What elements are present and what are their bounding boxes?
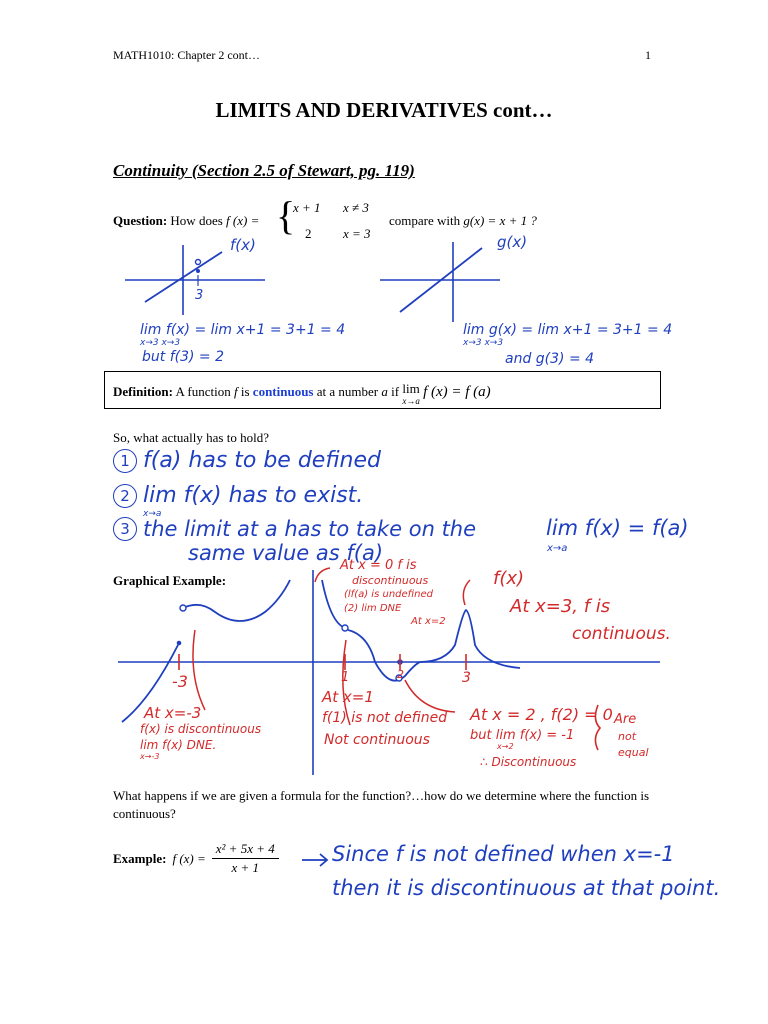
sketch-graphs — [0, 230, 768, 380]
example-line — [113, 841, 279, 876]
note-cont-2: continuous. — [572, 624, 671, 644]
definition-text-a: A function — [175, 384, 231, 399]
f-point — [196, 269, 200, 273]
definition-expr: f (x) = f (a) — [423, 384, 491, 400]
definition-text-if: if — [391, 384, 400, 399]
example-denominator: x + 1 — [231, 860, 260, 875]
compare-label: compare with — [389, 213, 461, 228]
note-cont-1: At x=3, f is — [510, 596, 611, 617]
note-zero-3: (lf(a) is undefined — [344, 589, 433, 600]
arrow-x3 — [463, 580, 470, 605]
condition-2-sub: x→a — [143, 509, 162, 519]
tick-label-neg3: -3 — [172, 672, 188, 691]
condition-1-text: f(a) has to be defined — [143, 448, 381, 473]
g-limit-sub: x→3 x→3 — [463, 338, 504, 348]
note-zero-2: discontinuous — [352, 574, 429, 587]
tick-label-2: 2 — [397, 668, 404, 681]
definition-label: Definition: — [113, 384, 173, 399]
section-heading: Continuity (Section 2.5 of Stewart, pg. 119) — [113, 161, 415, 180]
arrow-x2 — [405, 680, 455, 712]
curve-left-hole — [180, 605, 186, 611]
note-neg3-1: At x=-3 — [144, 704, 202, 722]
page-number: 1 — [645, 48, 651, 62]
note-two-1: At x = 2 , f(2) = 0 — [470, 705, 613, 724]
g-and-note: and g(3) = 4 — [505, 351, 595, 367]
note-one-3: Not continuous — [324, 732, 430, 748]
tick-label-3: 3 — [462, 670, 471, 686]
note-are: Are — [614, 712, 637, 727]
condition-3-formula: lim f(x) = f(a) — [546, 516, 689, 540]
definition-text — [113, 382, 491, 408]
curve-left-point — [177, 641, 182, 646]
question-fx: f (x) = — [226, 213, 260, 228]
case1-expr: x + 1 — [293, 200, 321, 215]
g-limit-note: lim g(x) = lim x+1 = 3+1 = 4 — [463, 322, 673, 338]
curve-left-up — [183, 580, 290, 621]
tick-label-1: 1 — [341, 670, 350, 685]
formula-question: What happens if we are given a formula for the function?…how do we determine where the function is continuous? — [113, 788, 650, 821]
f-graph-three: 3 — [195, 288, 204, 303]
note-zero-1: At x = 0 f is — [340, 558, 417, 573]
note-two-2: but lim f(x) = -1 — [470, 728, 575, 743]
piecewise-brace: { — [276, 193, 296, 238]
question-label: Question: — [113, 213, 168, 228]
header-course: MATH1010: Chapter 2 cont… — [113, 48, 260, 62]
note-neg3-2: f(x) is discontinuous — [140, 722, 262, 736]
condition-3-text2: same value as f(a) — [188, 541, 384, 565]
curve-hole-x1 — [342, 625, 348, 631]
question-line — [113, 213, 259, 229]
page-title: LIMITS AND DERIVATIVES cont… — [215, 98, 553, 122]
note-two-sub: x→2 — [497, 742, 514, 751]
definition-a: a — [381, 384, 388, 399]
example-answer-2: then it is discontinuous at that point. — [332, 876, 721, 900]
condition-3-text: the limit at a has to take on the — [143, 517, 477, 541]
example-fraction — [212, 841, 279, 876]
note-one-2: f(1) is not defined — [322, 710, 448, 726]
definition-f: f — [234, 384, 238, 399]
compare-text — [389, 213, 537, 229]
example-fx: f (x) = — [172, 850, 206, 866]
note-two-3: ∴ Discontinuous — [480, 755, 577, 769]
example-arrow — [300, 848, 332, 868]
continuous-term: continuous — [252, 384, 314, 399]
case2-expr: 2 — [305, 226, 312, 241]
g-graph-label: g(x) — [497, 233, 528, 251]
arrow-neg3 — [193, 630, 205, 710]
note-neg3-3: lim f(x) DNE. — [140, 738, 217, 752]
graph-fx-label: f(x) — [493, 568, 525, 589]
condition-2-number: 2 — [113, 484, 137, 508]
condition-3-formula-sub: x→a — [547, 543, 568, 554]
f-but-note: but f(3) = 2 — [142, 349, 224, 365]
case1-cond: x ≠ 3 — [343, 200, 369, 215]
hold-prompt: So, what actually has to hold? — [113, 430, 269, 445]
note-x-eq-2: At x=2 — [411, 616, 446, 627]
curve-middle — [348, 630, 420, 681]
question-text: How does — [170, 213, 223, 228]
condition-1-number: 1 — [113, 449, 137, 473]
f-limit-note: lim f(x) = lim x+1 = 3+1 = 4 — [140, 322, 346, 338]
condition-3-number: 3 — [113, 517, 137, 541]
compare-gx: g(x) = x + 1 ? — [463, 213, 537, 228]
case2-cond: x = 3 — [343, 226, 371, 241]
note-one-1: At x=1 — [322, 688, 374, 706]
definition-text-at: at a number — [316, 384, 379, 399]
lim-sub: x→a — [402, 396, 420, 406]
condition-2-text: lim f(x) has to exist. — [143, 483, 364, 508]
definition-text-is: is — [240, 384, 250, 399]
note-equal: equal — [618, 746, 649, 759]
f-graph-label: f(x) — [230, 236, 256, 254]
condition-3 — [113, 517, 476, 541]
f-hole — [196, 260, 201, 265]
example-answer-1: Since f is not defined when x=-1 — [332, 842, 675, 866]
condition-2 — [113, 483, 363, 508]
note-zero-4: (2) lim DNE — [344, 603, 402, 614]
example-numerator: x² + 5x + 4 — [212, 841, 279, 859]
f-limit-sub: x→3 x→3 — [140, 338, 181, 348]
example-label: Example: — [113, 850, 167, 866]
condition-1 — [113, 448, 381, 473]
note-not: not — [618, 730, 637, 743]
graphical-label: Graphical Example: — [113, 573, 227, 588]
definition-lim — [402, 382, 420, 408]
note-neg3-sub: x→-3 — [140, 752, 160, 761]
lim-word: lim — [402, 381, 420, 396]
curve-right-top — [322, 580, 343, 627]
